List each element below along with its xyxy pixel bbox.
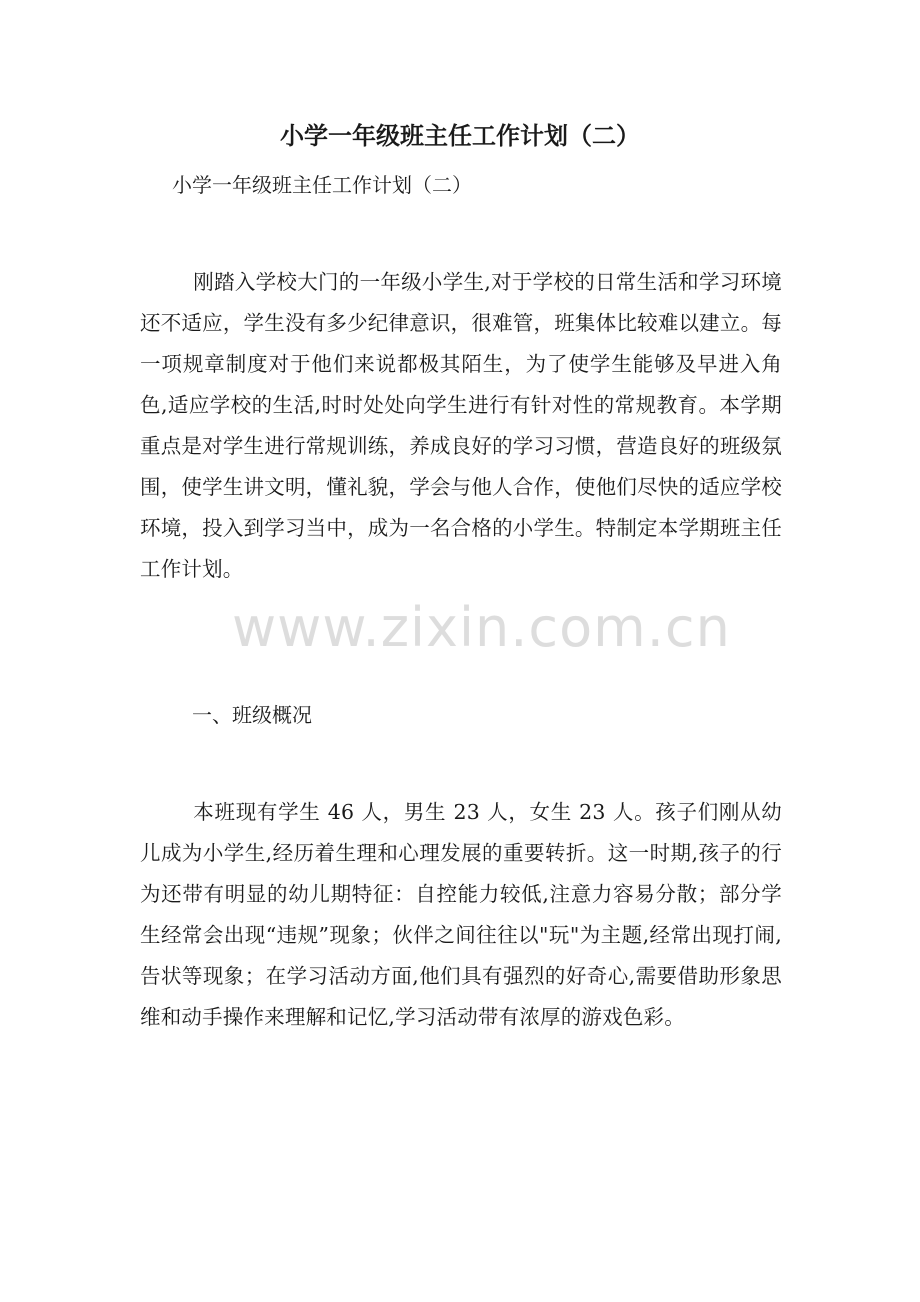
paragraph-class-overview: 本班现有学生 46 人，男生 23 人，女生 23 人。孩子们刚从幼儿成为小学生,经历着生理和心理发展的重要转折。这一时期,孩子的行为还带有明显的幼儿期特征：自控能力较低,注意力容易分散；部分学生经常会出现“违规”现象；伙伴之间往往以"玩"为主题,经常出现打闹,告状等现象；在学习活动方面,他们具有强烈的好奇心,需要借助形象思维和动手操作来理解和记忆,学习活动带有浓厚的游戏色彩。 <box>140 800 782 1029</box>
section-heading-class-overview: 一、班级概况 <box>192 703 312 727</box>
document-subtitle: 小学一年级班主任工作计划（二） <box>172 173 472 197</box>
watermark: www.zixin.com.cn <box>232 596 731 659</box>
paragraph-intro: 刚踏入学校大门的一年级小学生,对于学校的日常生活和学习环境还不适应，学生没有多少纪律意识，很难管，班集体比较难以建立。每一项规章制度对于他们来说都极其陌生，为了使学生能够及早进入角色,适应学校的生活,时时处处向学生进行有针对性的常规教育。本学期重点是对学生进行常规训练，养成良好的学习习惯，营造良好的班级氛围，使学生讲文明，懂礼貌，学会与他人合作，使他们尽快的适应学校环境，投入到学习当中，成为一名合格的小学生。特制定本学期班主任工作计划。 <box>140 270 782 581</box>
document-title: 小学一年级班主任工作计划（二） <box>280 121 640 150</box>
